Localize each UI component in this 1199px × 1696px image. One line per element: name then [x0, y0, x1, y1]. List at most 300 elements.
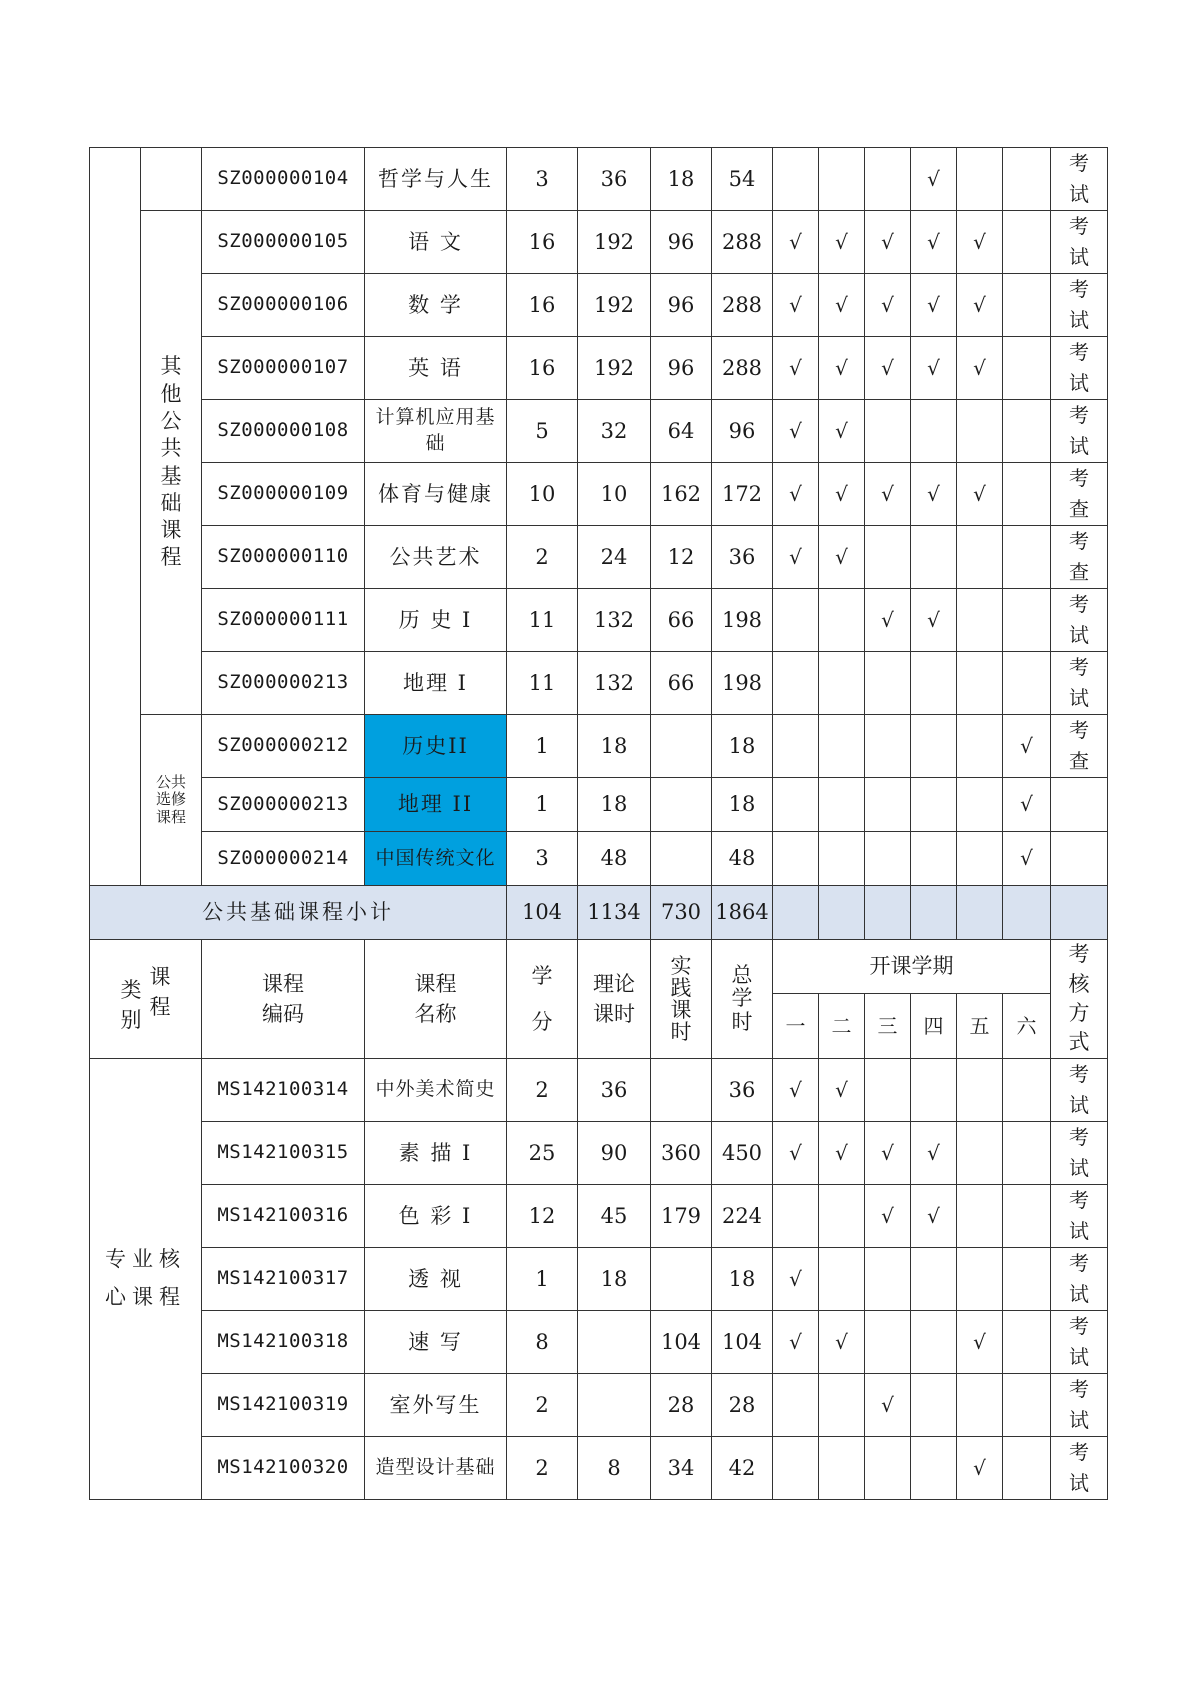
table-row [90, 463, 1108, 526]
assessment-method: 考试 [1051, 589, 1108, 652]
course-practice-hours [651, 832, 712, 886]
course-code: MS142100315 [202, 1122, 365, 1185]
assessment-method: 考试 [1051, 400, 1108, 463]
course-code: SZ000000106 [202, 274, 365, 337]
semester-3-mark: √ [865, 337, 911, 400]
table-row [90, 400, 1108, 463]
semester-5-mark [957, 832, 1003, 886]
semester-2-mark: √ [819, 1122, 865, 1185]
semester-3-mark [865, 778, 911, 832]
course-code: SZ000000107 [202, 337, 365, 400]
header-total [712, 940, 773, 1059]
semester-4-mark [911, 652, 957, 715]
semester-3-mark [865, 400, 911, 463]
semester-6-mark [1003, 400, 1051, 463]
semester-2-mark [819, 1185, 865, 1248]
course-practice-hours: 96 [651, 274, 712, 337]
semester-3-mark [865, 148, 911, 211]
course-credits: 25 [507, 1122, 578, 1185]
header-practice-text: 实践课时 [670, 953, 692, 1045]
course-theory-hours: 8 [578, 1437, 651, 1500]
semester-1-mark [773, 778, 819, 832]
header-category-b: 类别 [120, 977, 142, 1032]
course-theory-hours: 18 [578, 778, 651, 832]
semester-3-mark: √ [865, 463, 911, 526]
course-name: 中外美术简史 [365, 1059, 507, 1122]
semester-3-mark [865, 1311, 911, 1374]
course-total-hours: 288 [712, 337, 773, 400]
semester-2-mark [819, 1437, 865, 1500]
course-practice-hours: 28 [651, 1374, 712, 1437]
course-total-hours: 28 [712, 1374, 773, 1437]
header-row [90, 940, 1108, 994]
header-code [202, 940, 365, 1059]
semester-1-mark [773, 832, 819, 886]
subtotal-credits: 104 [507, 886, 578, 940]
course-practice-hours: 179 [651, 1185, 712, 1248]
semester-6-mark [1003, 274, 1051, 337]
course-practice-hours: 66 [651, 652, 712, 715]
course-theory-hours: 18 [578, 1248, 651, 1311]
table-row [90, 148, 1108, 211]
semester-3-mark: √ [865, 1122, 911, 1185]
semester-4-mark [911, 1248, 957, 1311]
assessment-method [1051, 832, 1108, 886]
header-semester-1: 一 [773, 994, 819, 1059]
course-credits: 2 [507, 1374, 578, 1437]
semester-2-mark [819, 652, 865, 715]
header-theory [578, 940, 651, 1059]
semester-5-mark [957, 1185, 1003, 1248]
semester-5-mark [957, 148, 1003, 211]
assessment-method: 考查 [1051, 715, 1108, 778]
course-total-hours: 198 [712, 652, 773, 715]
section-blank [141, 148, 202, 211]
semester-2-mark [819, 1374, 865, 1437]
course-theory-hours: 45 [578, 1185, 651, 1248]
semester-2-mark: √ [819, 463, 865, 526]
header-category-label [90, 963, 201, 1036]
subtotal-practice: 730 [651, 886, 712, 940]
semester-3-mark [865, 652, 911, 715]
course-theory-hours: 36 [578, 1059, 651, 1122]
course-theory-hours: 192 [578, 211, 651, 274]
semester-3-mark: √ [865, 274, 911, 337]
semester-2-mark [819, 589, 865, 652]
assessment-method: 考试 [1051, 1059, 1108, 1122]
semester-5-mark: √ [957, 1311, 1003, 1374]
semester-3-mark: √ [865, 1374, 911, 1437]
table-row [90, 211, 1108, 274]
semester-4-mark: √ [911, 589, 957, 652]
semester-4-mark [911, 778, 957, 832]
semester-1-mark: √ [773, 1059, 819, 1122]
course-code: MS142100316 [202, 1185, 365, 1248]
semester-3-mark [865, 526, 911, 589]
semester-1-mark: √ [773, 1122, 819, 1185]
semester-1-mark: √ [773, 1311, 819, 1374]
assessment-method: 考查 [1051, 463, 1108, 526]
semester-2-mark [819, 148, 865, 211]
course-theory-hours: 132 [578, 589, 651, 652]
course-code: SZ000000213 [202, 652, 365, 715]
header-semester-5: 五 [957, 994, 1003, 1059]
course-code: MS142100319 [202, 1374, 365, 1437]
course-credits: 3 [507, 148, 578, 211]
course-credits: 2 [507, 526, 578, 589]
semester-1-mark: √ [773, 337, 819, 400]
course-code: SZ000000212 [202, 715, 365, 778]
course-total-hours: 198 [712, 589, 773, 652]
course-credits: 12 [507, 1185, 578, 1248]
semester-4-mark [911, 526, 957, 589]
semester-3-mark: √ [865, 211, 911, 274]
table-row [90, 337, 1108, 400]
course-code: SZ000000110 [202, 526, 365, 589]
semester-3-mark [865, 1437, 911, 1500]
semester-4-mark [911, 1374, 957, 1437]
course-practice-hours [651, 1248, 712, 1311]
semester-2-mark: √ [819, 1059, 865, 1122]
section-core [90, 1059, 202, 1500]
header-semester-6: 六 [1003, 994, 1051, 1059]
table-row [90, 1374, 1108, 1437]
section-elective-text: 公共选修课程 [155, 773, 186, 826]
semester-5-mark: √ [957, 211, 1003, 274]
course-total-hours: 450 [712, 1122, 773, 1185]
semester-1-mark [773, 1185, 819, 1248]
course-total-hours: 288 [712, 274, 773, 337]
table-row [90, 1185, 1108, 1248]
course-total-hours: 288 [712, 211, 773, 274]
semester-6-mark: √ [1003, 832, 1051, 886]
table-row [90, 1248, 1108, 1311]
semester-4-mark [911, 832, 957, 886]
semester-3-mark [865, 1248, 911, 1311]
table-row [90, 715, 1108, 778]
course-practice-hours [651, 715, 712, 778]
course-theory-hours: 90 [578, 1122, 651, 1185]
semester-6-mark [1003, 652, 1051, 715]
course-name: 计算机应用基础 [365, 400, 507, 463]
course-name: 速 写 [365, 1311, 507, 1374]
course-theory-hours [578, 1311, 651, 1374]
semester-4-mark: √ [911, 1185, 957, 1248]
course-code: MS142100318 [202, 1311, 365, 1374]
semester-4-mark: √ [911, 337, 957, 400]
semester-5-mark [957, 1059, 1003, 1122]
header-semester-2: 二 [819, 994, 865, 1059]
course-theory-hours: 10 [578, 463, 651, 526]
course-code: SZ000000111 [202, 589, 365, 652]
semester-2-mark [819, 715, 865, 778]
course-practice-hours: 64 [651, 400, 712, 463]
course-code: SZ000000213 [202, 778, 365, 832]
course-total-hours: 18 [712, 778, 773, 832]
course-theory-hours: 48 [578, 832, 651, 886]
semester-4-mark [911, 715, 957, 778]
assessment-method: 考试 [1051, 1248, 1108, 1311]
course-table-body [90, 148, 1108, 1500]
course-theory-hours: 36 [578, 148, 651, 211]
course-practice-hours [651, 1059, 712, 1122]
course-total-hours: 18 [712, 715, 773, 778]
course-name: 透 视 [365, 1248, 507, 1311]
semester-4-mark: √ [911, 274, 957, 337]
course-name: 英 语 [365, 337, 507, 400]
semester-2-mark [819, 832, 865, 886]
course-practice-hours: 18 [651, 148, 712, 211]
semester-6-mark [1003, 526, 1051, 589]
semester-1-mark: √ [773, 463, 819, 526]
semester-4-mark [911, 1437, 957, 1500]
assessment-method [1051, 778, 1108, 832]
semester-4-mark: √ [911, 1122, 957, 1185]
semester-6-mark: √ [1003, 778, 1051, 832]
subtotal-empty [865, 886, 911, 940]
course-code: MS142100314 [202, 1059, 365, 1122]
course-total-hours: 172 [712, 463, 773, 526]
course-practice-hours [651, 778, 712, 832]
table-row [90, 1122, 1108, 1185]
semester-6-mark [1003, 463, 1051, 526]
course-code: SZ000000214 [202, 832, 365, 886]
semester-4-mark: √ [911, 211, 957, 274]
semester-5-mark [957, 526, 1003, 589]
header-category [90, 940, 202, 1059]
semester-4-mark: √ [911, 148, 957, 211]
semester-2-mark: √ [819, 211, 865, 274]
semester-3-mark: √ [865, 1185, 911, 1248]
course-name: 色 彩 I [365, 1185, 507, 1248]
course-credits: 16 [507, 274, 578, 337]
assessment-method: 考试 [1051, 274, 1108, 337]
course-name: 室外写生 [365, 1374, 507, 1437]
course-name: 地理 I [365, 652, 507, 715]
assessment-method: 考试 [1051, 1374, 1108, 1437]
header-practice [651, 940, 712, 1059]
table-row [90, 652, 1108, 715]
course-name: 数 学 [365, 274, 507, 337]
section-elective [141, 715, 202, 886]
semester-5-mark [957, 1248, 1003, 1311]
semester-1-mark: √ [773, 211, 819, 274]
course-credits: 8 [507, 1311, 578, 1374]
course-code: MS142100320 [202, 1437, 365, 1500]
course-name: 中国传统文化 [365, 832, 507, 886]
header-credits [507, 940, 578, 1059]
course-name: 体育与健康 [365, 463, 507, 526]
course-credits: 5 [507, 400, 578, 463]
header-code-text: 课程编码 [262, 971, 304, 1026]
section-other-public-text: 其他公共基础课程 [160, 354, 182, 570]
course-credits: 2 [507, 1059, 578, 1122]
table-row [90, 1059, 1108, 1122]
semester-6-mark [1003, 1059, 1051, 1122]
course-code: SZ000000105 [202, 211, 365, 274]
course-credits: 1 [507, 778, 578, 832]
subtotal-total: 1864 [712, 886, 773, 940]
course-credits: 2 [507, 1437, 578, 1500]
section-core-text: 专业核心课程 [105, 1247, 186, 1309]
semester-6-mark [1003, 1248, 1051, 1311]
semester-6-mark [1003, 1437, 1051, 1500]
course-credits: 1 [507, 715, 578, 778]
course-practice-hours: 162 [651, 463, 712, 526]
semester-3-mark: √ [865, 589, 911, 652]
course-credits: 1 [507, 1248, 578, 1311]
section-outer-blank [90, 148, 141, 886]
table-row [90, 1311, 1108, 1374]
semester-1-mark: √ [773, 526, 819, 589]
header-semester-group: 开课学期 [773, 940, 1051, 994]
header-assess [1051, 940, 1108, 1059]
course-theory-hours: 18 [578, 715, 651, 778]
course-table [89, 147, 1108, 1500]
semester-4-mark: √ [911, 463, 957, 526]
semester-5-mark: √ [957, 274, 1003, 337]
course-practice-hours: 360 [651, 1122, 712, 1185]
semester-5-mark [957, 589, 1003, 652]
header-name-text: 课程名称 [414, 971, 457, 1026]
assessment-method: 考试 [1051, 337, 1108, 400]
semester-5-mark: √ [957, 463, 1003, 526]
course-theory-hours [578, 1374, 651, 1437]
course-code: SZ000000108 [202, 400, 365, 463]
header-name [365, 940, 507, 1059]
course-credits: 16 [507, 211, 578, 274]
semester-1-mark [773, 589, 819, 652]
course-name: 地理 II [365, 778, 507, 832]
course-credits: 10 [507, 463, 578, 526]
semester-5-mark [957, 778, 1003, 832]
table-row [90, 274, 1108, 337]
semester-5-mark [957, 1122, 1003, 1185]
course-credits: 11 [507, 652, 578, 715]
course-practice-hours: 34 [651, 1437, 712, 1500]
semester-2-mark: √ [819, 400, 865, 463]
assessment-method: 考试 [1051, 1311, 1108, 1374]
semester-1-mark: √ [773, 274, 819, 337]
course-total-hours: 42 [712, 1437, 773, 1500]
semester-1-mark [773, 1437, 819, 1500]
table-row [90, 526, 1108, 589]
semester-3-mark [865, 715, 911, 778]
header-credits-text: 学分 [531, 963, 553, 1034]
course-total-hours: 54 [712, 148, 773, 211]
semester-2-mark [819, 1248, 865, 1311]
course-theory-hours: 192 [578, 274, 651, 337]
semester-2-mark [819, 778, 865, 832]
semester-1-mark [773, 652, 819, 715]
section-other-public [141, 211, 202, 715]
course-theory-hours: 192 [578, 337, 651, 400]
header-category-a: 课程 [149, 964, 171, 1019]
header-semester-3: 三 [865, 994, 911, 1059]
assessment-method: 考试 [1051, 211, 1108, 274]
semester-3-mark [865, 832, 911, 886]
course-name: 公共艺术 [365, 526, 507, 589]
table-row [90, 1437, 1108, 1500]
course-total-hours: 18 [712, 1248, 773, 1311]
course-total-hours: 36 [712, 526, 773, 589]
semester-1-mark: √ [773, 1248, 819, 1311]
semester-5-mark: √ [957, 337, 1003, 400]
semester-2-mark: √ [819, 526, 865, 589]
course-name: 历史II [365, 715, 507, 778]
course-total-hours: 36 [712, 1059, 773, 1122]
header-theory-text: 理论课时 [593, 971, 635, 1026]
semester-6-mark: √ [1003, 715, 1051, 778]
assessment-method: 考查 [1051, 526, 1108, 589]
semester-5-mark [957, 1374, 1003, 1437]
course-code: SZ000000104 [202, 148, 365, 211]
course-theory-hours: 132 [578, 652, 651, 715]
subtotal-empty [911, 886, 957, 940]
table-row [90, 778, 1108, 832]
header-semester-4: 四 [911, 994, 957, 1059]
course-practice-hours: 96 [651, 337, 712, 400]
course-code: SZ000000109 [202, 463, 365, 526]
semester-1-mark [773, 148, 819, 211]
header-assess-text: 考核方式 [1068, 942, 1090, 1055]
semester-6-mark [1003, 1122, 1051, 1185]
semester-2-mark: √ [819, 337, 865, 400]
semester-1-mark [773, 715, 819, 778]
semester-2-mark: √ [819, 274, 865, 337]
subtotal-row [90, 886, 1108, 940]
semester-5-mark [957, 652, 1003, 715]
subtotal-empty [819, 886, 865, 940]
course-practice-hours: 104 [651, 1311, 712, 1374]
course-credits: 3 [507, 832, 578, 886]
course-credits: 11 [507, 589, 578, 652]
assessment-method: 考试 [1051, 1437, 1108, 1500]
semester-6-mark [1003, 1311, 1051, 1374]
subtotal-label: 公共基础课程小计 [90, 886, 507, 940]
course-credits: 16 [507, 337, 578, 400]
subtotal-empty [1051, 886, 1108, 940]
semester-6-mark [1003, 1374, 1051, 1437]
course-practice-hours: 66 [651, 589, 712, 652]
course-total-hours: 48 [712, 832, 773, 886]
course-theory-hours: 32 [578, 400, 651, 463]
semester-6-mark [1003, 337, 1051, 400]
course-total-hours: 224 [712, 1185, 773, 1248]
course-name: 历 史 I [365, 589, 507, 652]
course-name: 语 文 [365, 211, 507, 274]
semester-3-mark [865, 1059, 911, 1122]
course-code: MS142100317 [202, 1248, 365, 1311]
semester-1-mark: √ [773, 400, 819, 463]
table-row [90, 832, 1108, 886]
course-name: 哲学与人生 [365, 148, 507, 211]
course-name: 造型设计基础 [365, 1437, 507, 1500]
assessment-method: 考试 [1051, 1122, 1108, 1185]
semester-5-mark [957, 400, 1003, 463]
semester-6-mark [1003, 1185, 1051, 1248]
semester-5-mark [957, 715, 1003, 778]
course-practice-hours: 12 [651, 526, 712, 589]
course-practice-hours: 96 [651, 211, 712, 274]
course-total-hours: 96 [712, 400, 773, 463]
course-theory-hours: 24 [578, 526, 651, 589]
semester-6-mark [1003, 148, 1051, 211]
assessment-method: 考试 [1051, 148, 1108, 211]
table-row [90, 589, 1108, 652]
course-total-hours: 104 [712, 1311, 773, 1374]
semester-2-mark: √ [819, 1311, 865, 1374]
